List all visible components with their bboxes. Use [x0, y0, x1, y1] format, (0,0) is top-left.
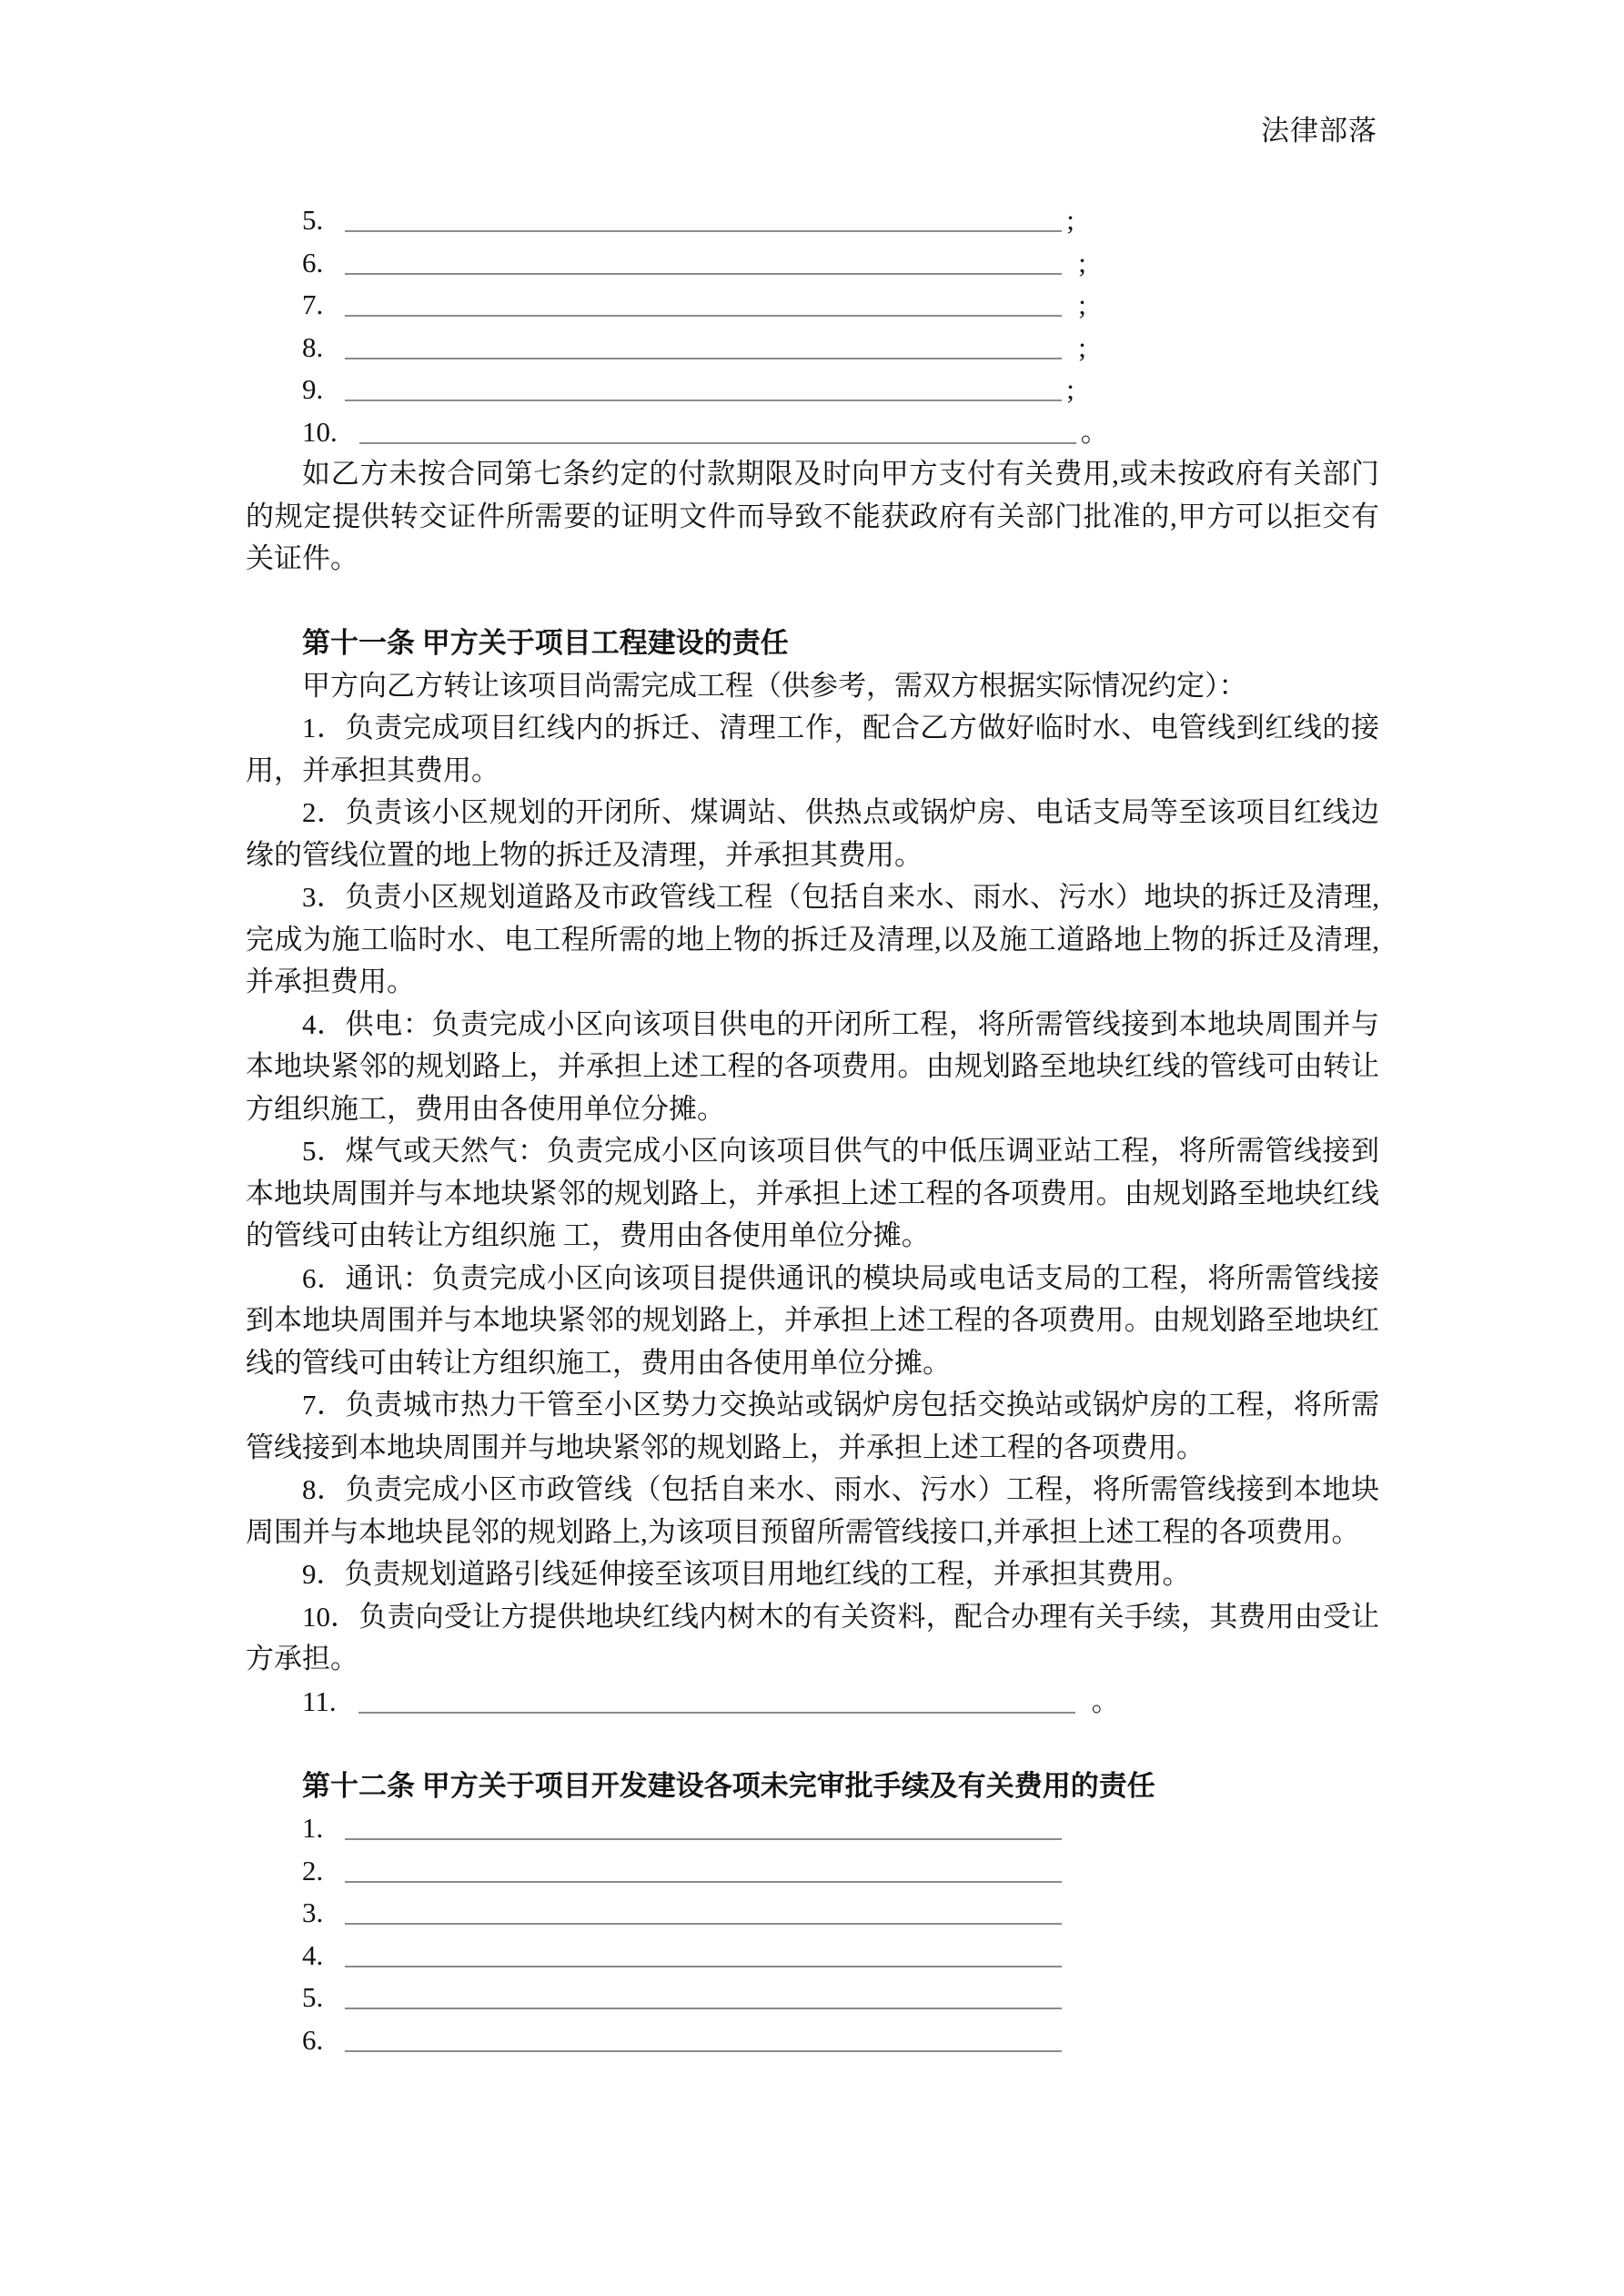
item-punct: ; [1078, 330, 1086, 363]
contract-item-5 [246, 1130, 1379, 1258]
item-text: 煤气或天然气：负责完成小区向该项目供气的中低压调亚站工程，将所需管线接到本地块周围并与本地块紧邻的规划路上，并承担上述工程的各项费用。由规划路至地块红线的管线可由转让方组织施 工，费用由各使用单位分摊。 [246, 1135, 1380, 1251]
item-number: 6． [302, 1261, 346, 1294]
blank-underline [345, 1896, 1062, 1925]
blank-underline [345, 246, 1062, 275]
item-number: 4． [302, 1007, 346, 1040]
item-punct: ; [1078, 246, 1086, 278]
blank-row-11 [246, 1681, 1379, 1724]
item-number: 2. [302, 1854, 324, 1886]
blank-underline [359, 415, 1076, 444]
item-number: 10． [302, 1600, 359, 1633]
blank-row-10 [246, 411, 1379, 454]
vertical-spacer [246, 581, 1379, 623]
article11-intro: 甲方向乙方转让该项目尚需完成工程（供参考，需双方根据实际情况约定）： [302, 669, 1247, 702]
article12-heading: 第十二条 甲方关于项目开发建设各项未完审批手续及有关费用的责任 [302, 1769, 1155, 1802]
contract-item-7 [246, 1384, 1379, 1469]
item-number: 6. [302, 246, 324, 278]
item-punct: ; [1078, 288, 1086, 320]
item-number: 9. [302, 373, 324, 405]
item-number: 5. [302, 204, 324, 236]
item-number: 6. [302, 2023, 324, 2056]
blank-underline [345, 203, 1062, 232]
item-punct: 。 [1091, 1684, 1120, 1717]
blank-underline [345, 330, 1062, 359]
item-number: 4. [302, 1938, 324, 1971]
blank-row-8 [246, 327, 1379, 369]
item-number: 2． [302, 796, 346, 828]
article11-heading: 第十一条 甲方关于项目工程建设的责任 [302, 627, 789, 659]
item-text: 供电：负责完成小区向该项目供电的开闭所工程，将所需管线接到本地块周围并与本地块紧邻的规划路上，并承担上述工程的各项费用。由规划路至地块红线的管线可由转让方组织施工，费用由各使用单位分摊。 [246, 1007, 1380, 1125]
blank-underline [345, 2023, 1062, 2052]
item-number: 11. [302, 1684, 337, 1717]
blank-underline [345, 372, 1062, 401]
blank-row-9 [246, 369, 1379, 411]
document-content [246, 199, 1379, 2061]
item-number: 8. [302, 330, 324, 363]
item-punct: ; [1066, 204, 1074, 236]
blank-underline [345, 1854, 1062, 1883]
item-text: 负责完成小区市政管线（包括自来水、雨水、污水）工程，将所需管线接到本地块周围并与本地块昆邻的规划路上,为该项目预留所需管线接口,并承担上述工程的各项费用。 [246, 1473, 1380, 1548]
blank-row-a12-2 [246, 1850, 1379, 1893]
item-number: 10. [302, 415, 338, 448]
contract-item-10 [246, 1596, 1379, 1681]
blank-underline [358, 1684, 1075, 1714]
blank-row-a12-4 [246, 1935, 1379, 1977]
blank-row-a12-3 [246, 1892, 1379, 1935]
contract-item-1 [246, 707, 1379, 792]
blank-underline [345, 1980, 1062, 2009]
item-number: 3. [302, 1896, 324, 1928]
item-text: 通讯：负责完成小区向该项目提供通讯的模块局或电话支局的工程，将所需管线接到本地块周围并与本地块紧邻的规划路上，并承担上述工程的各项费用。由规划路至地块红线的管线可由转让方组织施工，费用由各使用单位分摊。 [246, 1261, 1380, 1379]
item-text: 负责小区规划道路及市政管线工程（包括自来水、雨水、污水）地块的拆迁及清理,完成为施工临时水、电工程所需的地上物的拆迁及清理,以及施工道路地上物的拆迁及清理,并承担费用。 [246, 881, 1380, 997]
item-text: 负责规划道路引线延伸接至该项目用地红线的工程，并承担其费用。 [344, 1558, 1191, 1590]
contract-item-2 [246, 792, 1379, 876]
contract-item-4 [246, 1004, 1379, 1131]
item-text: 负责城市热力干管至小区势力交换站或锅炉房包括交换站或锅炉房的工程，将所需管线接到本地块周围并与地块紧邻的规划路上，并承担上述工程的各项费用。 [246, 1389, 1380, 1463]
blank-row-a12-1 [246, 1807, 1379, 1850]
contract-item-6 [246, 1258, 1379, 1385]
vertical-spacer [246, 1723, 1379, 1765]
item-number: 8． [302, 1473, 346, 1505]
item-number: 7． [302, 1389, 346, 1421]
blank-underline [345, 1811, 1062, 1840]
blank-row-5 [246, 199, 1379, 242]
item-number: 5． [302, 1135, 346, 1167]
contract-item-9 [246, 1553, 1379, 1596]
blank-underline [345, 288, 1062, 317]
item-punct: ; [1066, 373, 1074, 405]
item-text: 负责该小区规划的开闭所、煤调站、供热点或锅炉房、电话支局等至该项目红线边缘的管线位置的地上物的拆迁及清理，并承担其费用。 [246, 796, 1380, 871]
item-number: 1. [302, 1812, 324, 1844]
item-number: 9． [302, 1558, 345, 1590]
blank-row-7 [246, 284, 1379, 327]
item-number: 1． [302, 712, 346, 743]
contract-item-8 [246, 1469, 1379, 1553]
item-number: 7. [302, 288, 324, 320]
blank-underline [345, 1938, 1062, 1967]
item-text: 负责完成项目红线内的拆迁、清理工作，配合乙方做好临时水、电管线到红线的接用，并承担其费用。 [246, 712, 1380, 786]
brand-header: 法律部落 [1261, 115, 1377, 147]
blank-row-a12-5 [246, 1977, 1379, 2019]
blank-row-a12-6 [246, 2019, 1379, 2062]
blank-row-6 [246, 242, 1379, 285]
contract-item-3 [246, 876, 1379, 1004]
item-punct: 。 [1080, 415, 1109, 448]
payment-clause-paragraph: 如乙方未按合同第七条约定的付款期限及时向甲方支付有关费用,或未按政府有关部门的规定提供转交证件所需要的证明文件而导致不能获政府有关部门批准的,甲方可以拒交有关证件。 [246, 458, 1379, 574]
item-number: 3． [302, 881, 346, 913]
item-text: 负责向受让方提供地块红线内树木的有关资料，配合办理有关手续，其费用由受让方承担。 [246, 1600, 1379, 1674]
item-number: 5. [302, 1981, 324, 2013]
